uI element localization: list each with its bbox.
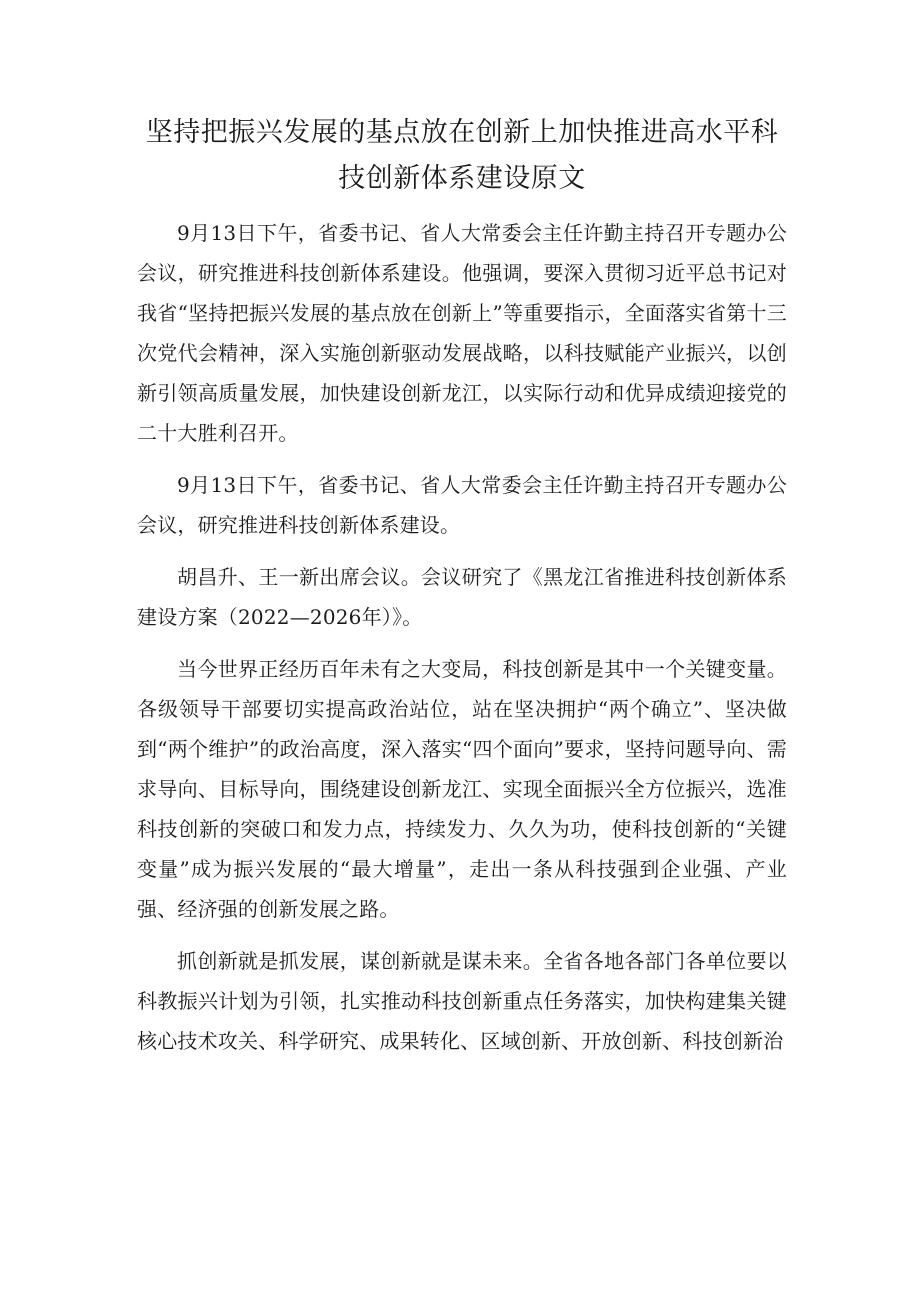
document-body: [137, 213, 787, 1073]
paragraph-4: 当今世界正经历百年未有之大变局，科技创新是其中一个关键变量。各级领导干部要切实提高政治站位，站在坚决拥护“两个确立”、坚决做到“两个维护”的政治高度，深入落实“四个面向”要求，坚持问题导向、需求导向、目标导向，围绕建设创新龙江、实现全面振兴全方位振兴，选准科技创新的突破口和发力点，持续发力、久久为功，使科技创新的“关键变量”成为振兴发展的“最大增量”，走出一条从科技强到企业强、产业强、经济强的创新发展之路。: [137, 657, 787, 921]
paragraph-5: 抓创新就是抓发展，谋创新就是谋未来。全省各地各部门各单位要以科教振兴计划为引领，扎实推动科技创新重点任务落实，加快构建集关键核心技术攻关、科学研究、成果转化、区域创新、开放创新、科技创新治: [137, 949, 787, 1053]
paragraph-3: 胡昌升、王一新出席会议。会议研究了《黑龙江省推进科技创新体系建设方案（2022—2026年）》。: [137, 565, 787, 629]
paragraph-1: 9月13日下午，省委书记、省人大常委会主任许勤主持召开专题办公会议，研究推进科技创新体系建设。他强调，要深入贯彻习近平总书记对我省“坚持把振兴发展的基点放在创新上”等重要指示，全面落实省第十三次党代会精神，深入实施创新驱动发展战略，以科技赋能产业振兴，以创新引领高质量发展，加快建设创新龙江，以实际行动和优异成绩迎接党的二十大胜利召开。: [137, 221, 787, 445]
paragraph-2: 9月13日下午，省委书记、省人大常委会主任许勤主持召开专题办公会议，研究推进科技创新体系建设。: [137, 473, 787, 537]
document-title: 坚持把振兴发展的基点放在创新上加快推进高水平科技创新体系建设原文: [145, 117, 779, 194]
